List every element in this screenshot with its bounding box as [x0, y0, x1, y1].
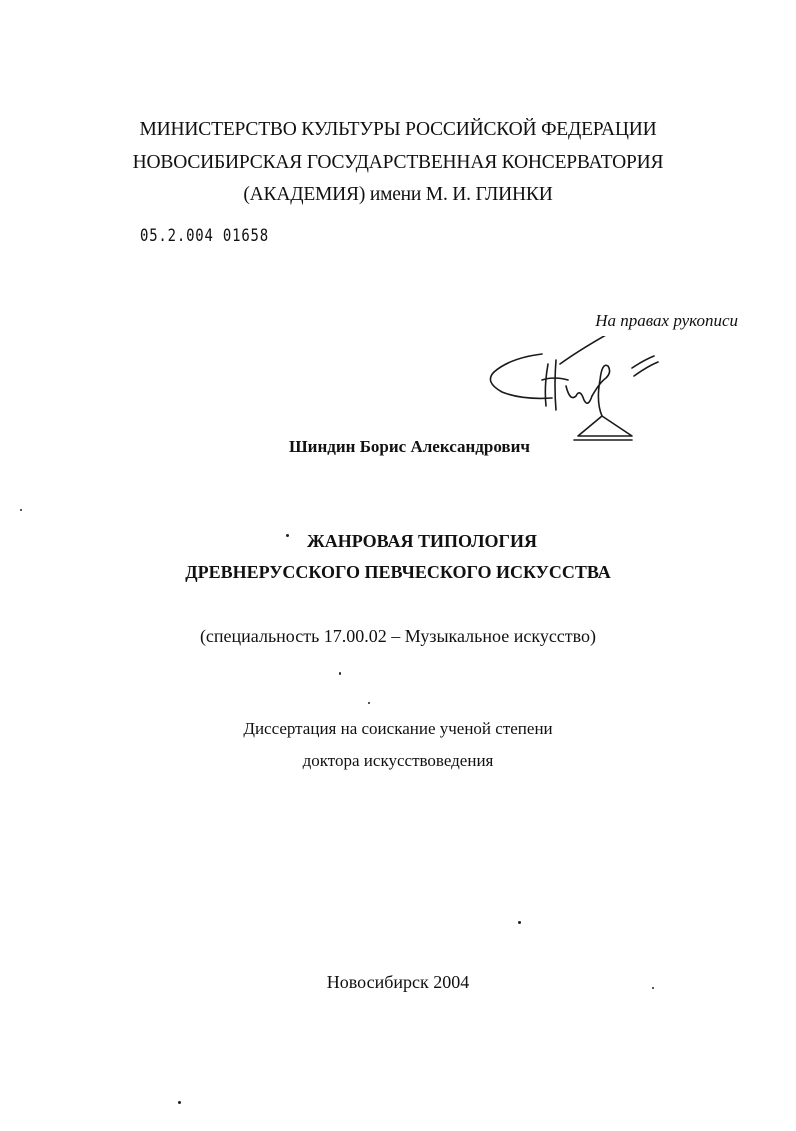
dissertation-degree-line-2: доктора искусствоведения: [302, 751, 494, 770]
scan-speck: [652, 987, 654, 989]
author-name: Шиндин Борис Александрович: [289, 437, 530, 456]
registration-code: 05.2.004 01658: [140, 226, 269, 246]
scan-speck: [20, 509, 22, 511]
academy-heading: (АКАДЕМИЯ) имени М. И. ГЛИНКИ: [243, 184, 553, 205]
scan-speck: [368, 702, 370, 704]
conservatory-heading: НОВОСИБИРСКАЯ ГОСУДАРСТВЕННАЯ КОНСЕРВАТОРИЯ: [132, 152, 664, 173]
thesis-title-line-1: ЖАНРОВАЯ ТИПОЛОГИЯ: [306, 531, 538, 551]
thesis-title-line-2: ДРЕВНЕРУССКОГО ПЕВЧЕСКОГО ИСКУССТВА: [185, 562, 611, 582]
scan-speck: [286, 534, 289, 537]
scan-speck: [339, 672, 341, 675]
manuscript-note: На правах рукописи: [595, 311, 738, 330]
dissertation-degree-line-1: Диссертация на соискание ученой степени: [243, 719, 553, 738]
place-and-year: Новосибирск 2004: [326, 972, 470, 992]
ministry-heading: МИНИСТЕРСТВО КУЛЬТУРЫ РОССИЙСКОЙ ФЕДЕРАЦИИ: [139, 119, 657, 140]
scan-speck: [518, 921, 521, 924]
specialty-line: (специальность 17.00.02 – Музыкальное искусство): [199, 626, 597, 646]
scan-speck: [178, 1101, 181, 1104]
